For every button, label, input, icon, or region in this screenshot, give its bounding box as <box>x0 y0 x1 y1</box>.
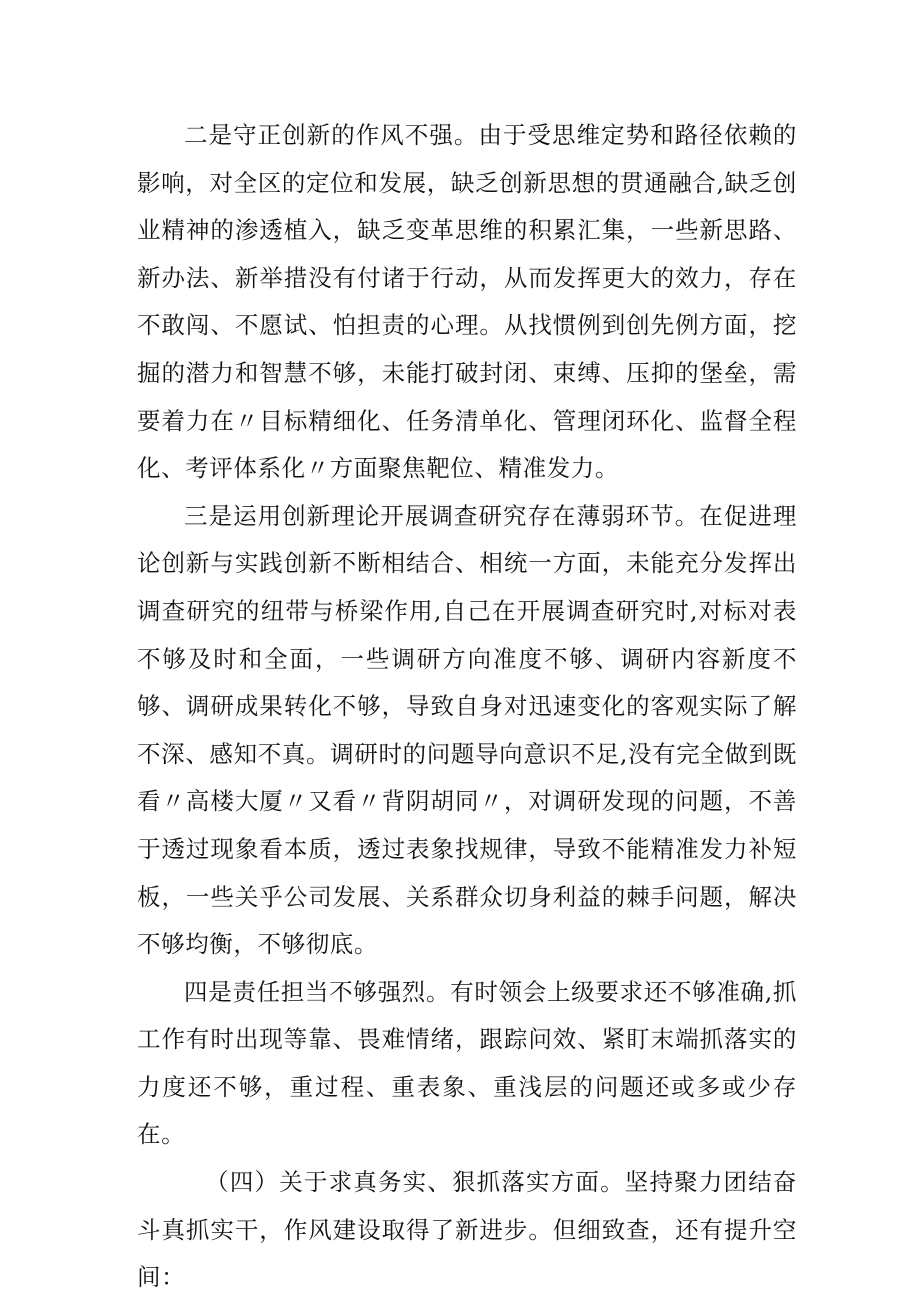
paragraph-innovation-style: 二是守正创新的作风不强。由于受思维定势和路径依赖的影响，对全区的定位和发展，缺乏创新思想的贯通融合,缺乏创业精神的渗透植入，缺乏变革思维的积累汇集，一些新思路、新办法、新举措没有付诸于行动，从而发挥更大的效力，存在不敢闯、不愿试、怕担责的心理。从找惯例到创先例方面，挖掘的潜力和智慧不够，未能打破封闭、束缚、压抑的堡垒，需要着力在〃目标精细化、任务清单化、管理闭环化、监督全程化、考评体系化〃方面聚焦靶位、精准发力。 <box>137 121 797 483</box>
paragraph-research: 三是运用创新理论开展调查研究存在薄弱环节。在促进理论创新与实践创新不断相结合、相统一方面，未能充分发挥出调查研究的纽带与桥梁作用,自己在开展调查研究时,对标对表不够及时和全面，一些调研方向准度不够、调研内容新度不够、调研成果转化不够，导致自身对迅速变化的客观实际了解不深、感知不真。调研时的问题导向意识不足,没有完全做到既看〃高楼大厦〃又看〃背阴胡同〃，对调研发现的问题，不善于透过现象看本质，透过表象找规律，导致不能精准发力补短板，一些关乎公司发展、关系群众切身利益的棘手问题，解决不够均衡，不够彻底。 <box>137 501 797 959</box>
paragraph-responsibility: 四是责任担当不够强烈。有时领会上级要求还不够准确,抓工作有时出现等靠、畏难情绪，跟踪问效、紧盯末端抓落实的力度还不够，重过程、重表象、重浅层的问题还或多或少存在。 <box>137 977 797 1149</box>
document-body <box>137 112 797 1302</box>
section-heading-pragmatism: （四）关于求真务实、狠抓落实方面。坚持聚力团结奋斗真抓实干，作风建设取得了新进步。但细致查，还有提升空间： <box>137 1168 797 1292</box>
